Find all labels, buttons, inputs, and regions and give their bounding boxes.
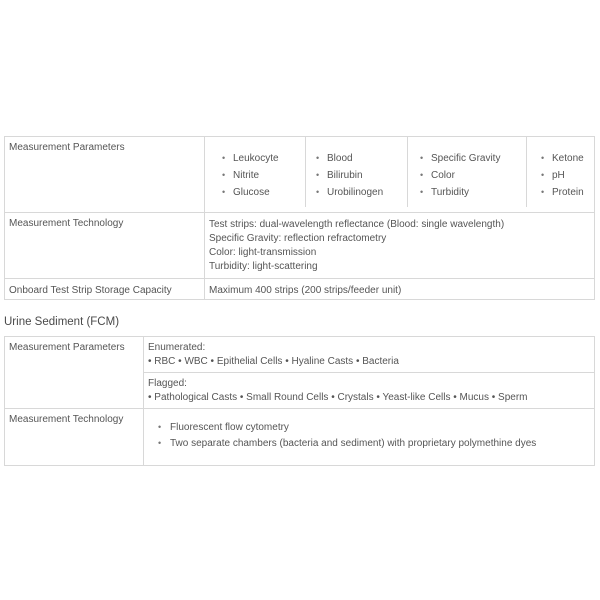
list-item: • Urobilinogen [316,187,384,198]
measurement-technology-label: Measurement Technology [9,218,124,229]
flagged-cell [144,373,595,409]
list-item: • Glucose [222,187,270,198]
parameter-column [527,137,589,207]
storage-value-cell [205,279,595,300]
table-row [5,137,595,213]
technology-line: Test strips: dual-wavelength reflectance (Blood: single wavelength) [209,219,505,230]
parameter-column [408,137,527,207]
table-row [5,213,595,279]
list-item: • Nitrite [222,170,260,181]
list-item: • Bilirubin [316,170,363,181]
list-item: • Turbidity [420,187,469,198]
row-label [5,409,144,466]
list-item: • Color [420,170,455,181]
storage-capacity-value: Maximum 400 strips (200 strips/feeder unit) [209,285,402,296]
storage-capacity-label: Onboard Test Strip Storage Capacity [9,285,172,296]
table-row [5,409,595,466]
table-row [5,337,595,373]
enumerated-title: Enumerated: [148,342,206,353]
technology-line: Specific Gravity: reflection refractometry [209,233,387,244]
technology-line: Color: light-transmission [209,247,317,258]
parameter-column [205,137,306,207]
row-label [5,279,205,300]
measurement-parameters-label: Measurement Parameters [9,342,125,353]
enumerated-cell [144,337,595,373]
row-label [5,213,205,279]
enumerated-items: • RBC • WBC • Epithelial Cells • Hyaline Casts • Bacteria [148,356,399,367]
list-item: • Specific Gravity [420,153,501,164]
list-item: • Ketone [541,153,584,164]
row-label [5,137,205,213]
list-item: • Protein [541,187,584,198]
list-item: • Blood [316,153,353,164]
technology-cell [205,213,595,279]
row-label [5,337,144,409]
technology-line: Turbidity: light-scattering [209,261,318,272]
list-item: • Two separate chambers (bacteria and sediment) with proprietary polymethine dyes [158,438,537,449]
flagged-items: • Pathological Casts • Small Round Cells • Crystals • Yeast-like Cells • Mucus • Sperm [148,392,528,403]
parameter-column [306,137,408,207]
measurement-parameters-label: Measurement Parameters [9,142,125,153]
table-row [5,279,595,300]
flagged-title: Flagged: [148,378,187,389]
sediment-table [4,336,595,466]
list-item: • Fluorescent flow cytometry [158,422,289,433]
list-item: • pH [541,170,565,181]
measurement-technology-label: Measurement Technology [9,414,124,425]
section-title: Urine Sediment (FCM) [4,316,120,328]
list-item: • Leukocyte [222,153,279,164]
urinalysis-table [4,136,595,300]
parameters-cell [205,137,595,213]
technology-cell [144,409,595,466]
